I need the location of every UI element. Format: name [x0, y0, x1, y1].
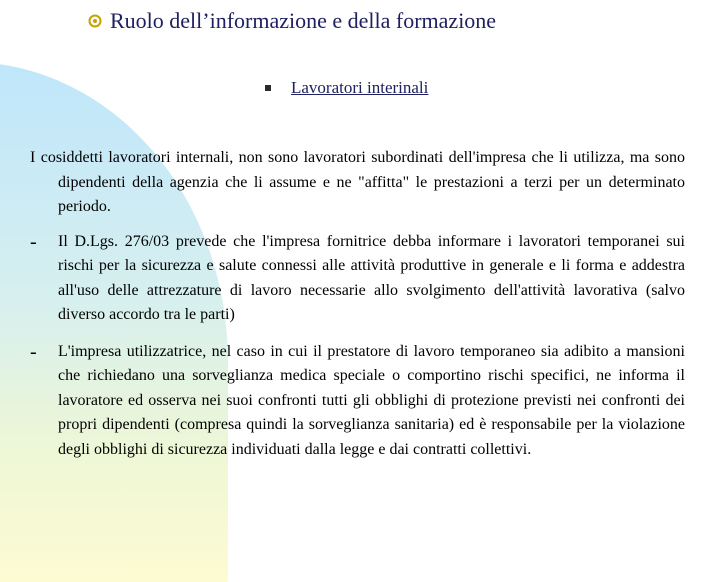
list-item	[30, 230, 685, 328]
title-row	[88, 8, 496, 34]
slide-subtitle: Lavoratori interinali	[291, 78, 429, 97]
subtitle-row	[265, 78, 428, 98]
intro-paragraph: I cosiddetti lavoratori internali, non sono lavoratori subordinati dell'impresa che li utilizza, ma sono dipendenti della agenzia che li assume e ne "affitta" le prestazioni a terzi per un determinato periodo.	[30, 149, 685, 215]
list-item	[30, 340, 685, 463]
square-bullet-icon	[265, 85, 271, 91]
slide-body	[30, 146, 685, 462]
circle-bullet-icon	[88, 14, 102, 28]
list-item-text: Il D.Lgs. 276/03 prevede che l'impresa fornitrice debba informare i lavoratori temporanei sui rischi per la sicurezza e salute connessi alle attività produttive in generale e li forma e addestra all'uso delle attrezzature di lavoro necessarie allo svolgimento dell'attività lavorativa (salvo diverso accordo tra le parti)	[58, 232, 685, 323]
dash-marker: -	[30, 230, 37, 253]
slide-title: Ruolo dell’informazione e della formazione	[110, 8, 497, 33]
list-item-text: L'impresa utilizzatrice, nel caso in cui il prestatore di lavoro temporaneo sia adibito a mansioni che richiedano una sorveglianza medica speciale o comportino rischi specifici, ne informa il lavoratore ed osserva nei suoi confronti tutti gli obblighi di protezione previsti nei confronti dei propri dipendenti (compresa quindi la sorveglianza sanitaria) ed è responsabile per la violazione degli obblighi di sicurezza individuati dalla legge e dai contratti collettivi.	[58, 342, 685, 458]
dash-marker: -	[30, 340, 37, 363]
